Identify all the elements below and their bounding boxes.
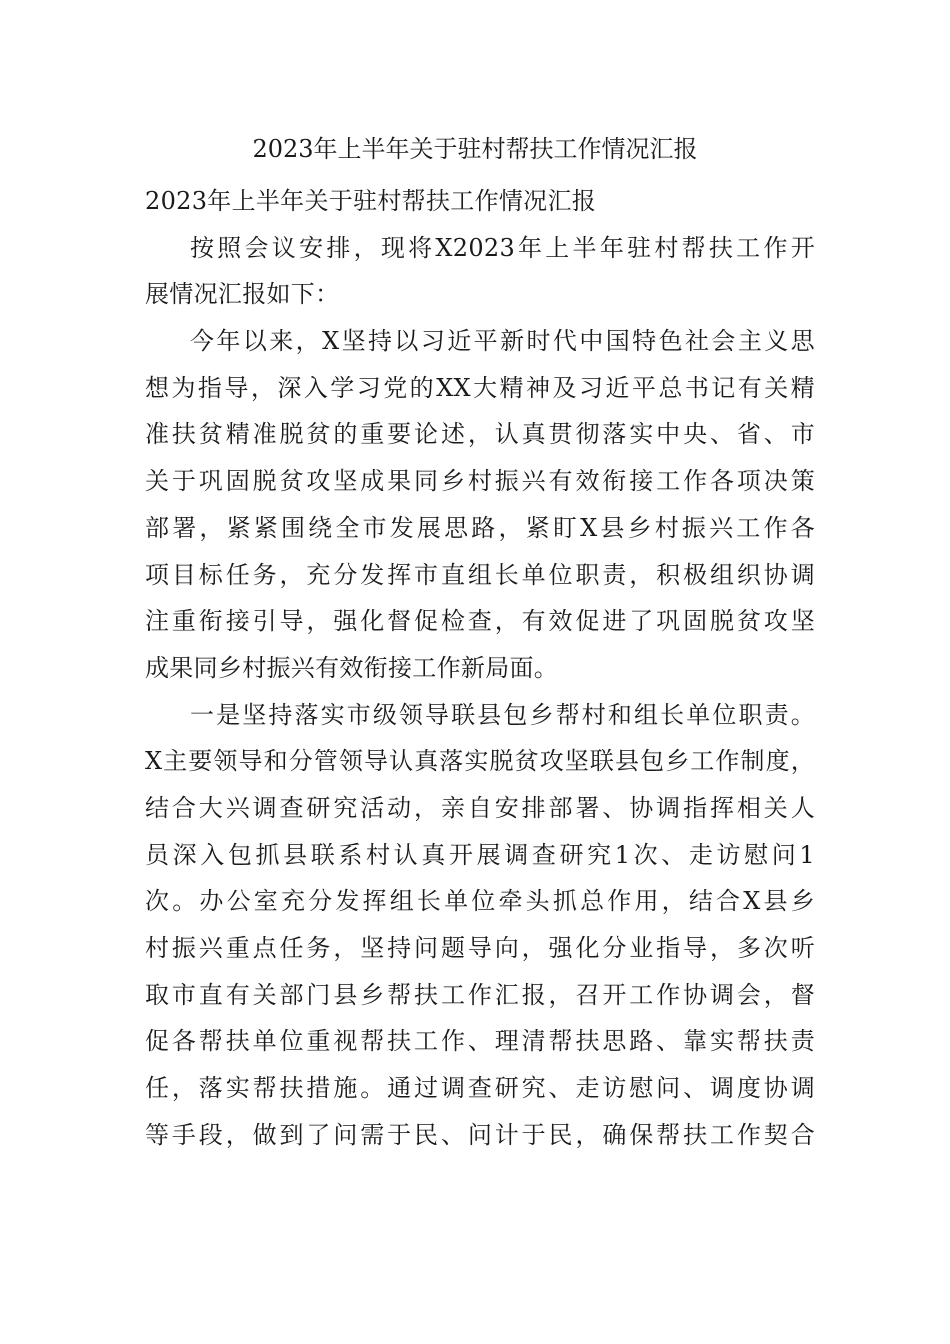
text-line: 村振兴重点任务，坚持问题导向，强化分业指导，多次听: [145, 934, 815, 962]
text-line: 今年以来，X坚持以习近平新时代中国特色社会主义思: [190, 327, 815, 356]
text-line: 想为指导，深入学习党的XX大精神及习近平总书记有关精: [145, 373, 815, 402]
text-line: 按照会议安排，现将X2023年上半年驻村帮扶工作开: [190, 233, 815, 262]
text-line: 展情况汇报如下：: [145, 280, 340, 309]
text-line: 准扶贫精准脱贫的重要论述，认真贯彻落实中央、省、市: [145, 420, 815, 449]
document-body: [145, 178, 815, 1158]
text-line: 任，落实帮扶措施。通过调查研究、走访慰问、调度协调: [145, 1074, 815, 1103]
text-line: 部署，紧紧围绕全市发展思路，紧盯X县乡村振兴工作各: [145, 513, 815, 542]
text-line: 成果同乡村振兴有效衔接工作新局面。: [145, 653, 559, 682]
text-line: 等手段，做到了问需于民、问计于民，确保帮扶工作契合: [145, 1120, 815, 1149]
text-line: 项目标任务，充分发挥市直组长单位职责，积极组织协调: [145, 560, 815, 589]
text-line: 一是坚持落实市级领导联县包乡帮村和组长单位职责。: [190, 700, 815, 729]
text-line: 2023年上半年关于驻村帮扶工作情况汇报: [145, 187, 597, 215]
text-line: X主要领导和分管领导认真落实脱贫攻坚联县包乡工作制度，: [145, 747, 815, 776]
page-title: 2023年上半年关于驻村帮扶工作情况汇报: [252, 135, 698, 163]
text-line: 取市直有关部门县乡帮扶工作汇报，召开工作协调会，督: [145, 980, 815, 1009]
text-line: 关于巩固脱贫攻坚成果同乡村振兴有效衔接工作各项决策: [145, 467, 815, 496]
text-line: 促各帮扶单位重视帮扶工作、理清帮扶思路、靠实帮扶责: [145, 1027, 815, 1056]
text-line: 员深入包抓县联系村认真开展调查研究1次、走访慰问1: [145, 840, 815, 869]
text-line: 结合大兴调查研究活动，亲自安排部署、协调指挥相关人: [145, 793, 815, 822]
text-line: 次。办公室充分发挥组长单位牵头抓总作用，结合X县乡: [145, 887, 815, 916]
text-line: 注重衔接引导，强化督促检查，有效促进了巩固脱贫攻坚: [145, 607, 815, 636]
